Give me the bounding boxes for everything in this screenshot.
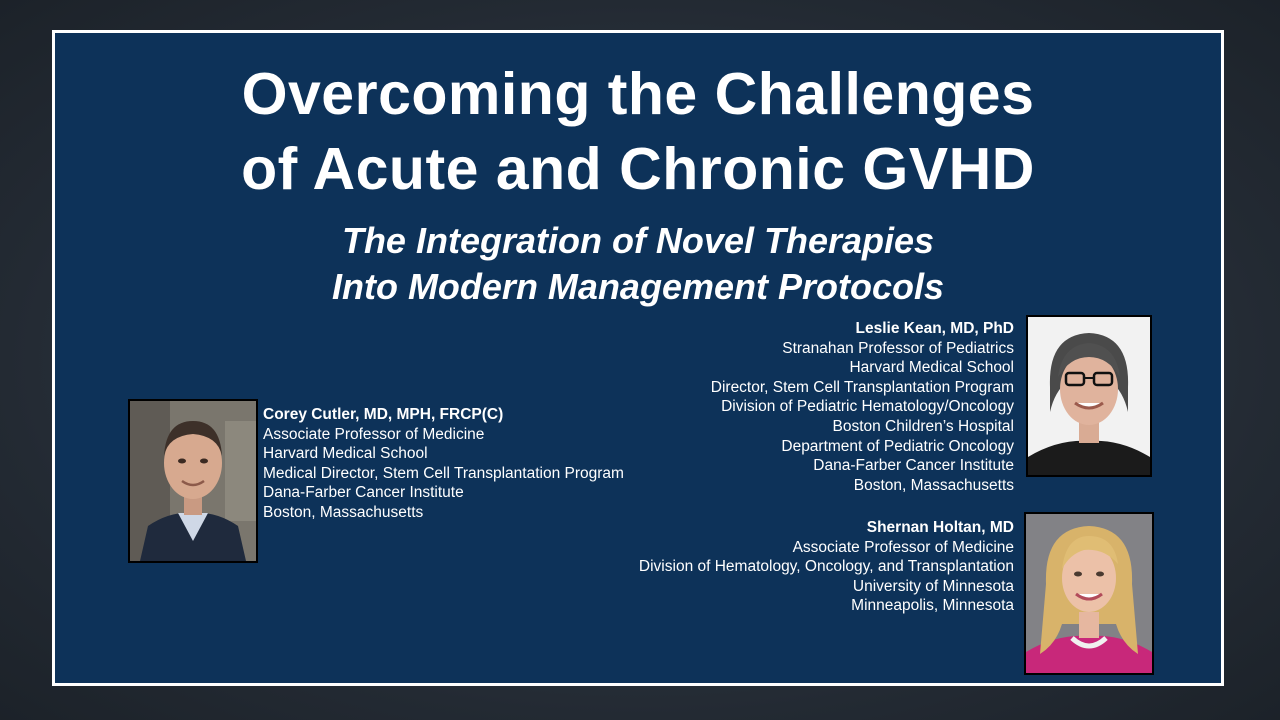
portrait-woman-glasses-icon — [1028, 317, 1150, 475]
speaker-affiliation-line: Associate Professor of Medicine — [792, 538, 1014, 556]
speaker-name: Shernan Holtan, MD — [866, 519, 1014, 536]
speaker-affiliation-line: Medical Director, Stem Cell Transplantation Program — [263, 464, 624, 482]
speaker-affiliation-line: Boston, Massachusetts — [853, 476, 1014, 494]
slide-subtitle — [55, 218, 1221, 310]
speaker-affiliation-line: Department of Pediatric Oncology — [781, 437, 1014, 455]
speaker-bio-kean — [711, 319, 1014, 495]
speaker-photo-kean — [1026, 315, 1152, 477]
slide-title — [55, 57, 1221, 207]
speaker-affiliation-line: Dana-Farber Cancer Institute — [263, 484, 464, 502]
speaker-name: Corey Cutler, MD, MPH, FRCP(C) — [263, 406, 504, 423]
speaker-affiliation-line: Division of Hematology, Oncology, and Transplantation — [638, 558, 1014, 576]
subtitle-line-1: The Integration of Novel Therapies — [341, 220, 935, 261]
speaker-affiliation-line: Harvard Medical School — [849, 359, 1014, 377]
speaker-affiliation-line: Boston Children’s Hospital — [832, 417, 1014, 435]
speaker-bio-holtan — [639, 518, 1014, 616]
title-line-2: of Acute and Chronic GVHD — [241, 136, 1035, 202]
speaker-name: Leslie Kean, MD, PhD — [855, 320, 1014, 337]
speaker-affiliation-line: Director, Stem Cell Transplantation Program — [710, 378, 1014, 396]
speaker-affiliation-line: Dana-Farber Cancer Institute — [813, 457, 1014, 475]
speaker-affiliation-line: Stranahan Professor of Pediatrics — [782, 339, 1014, 357]
presentation-slide — [52, 30, 1224, 686]
speaker-bio-cutler — [263, 405, 624, 523]
speaker-photo-cutler — [128, 399, 258, 563]
speaker-affiliation-line: Harvard Medical School — [263, 445, 428, 463]
speaker-affiliation-line: University of Minnesota — [852, 577, 1014, 595]
title-line-1: Overcoming the Challenges — [241, 61, 1035, 127]
speaker-affiliation-line: Associate Professor of Medicine — [263, 425, 485, 443]
speaker-affiliation-line: Minneapolis, Minnesota — [851, 597, 1014, 615]
speaker-affiliation-line: Division of Pediatric Hematology/Oncology — [721, 398, 1014, 416]
portrait-man-icon — [130, 401, 256, 561]
subtitle-line-2: Into Modern Management Protocols — [331, 266, 945, 307]
speaker-affiliation-line: Boston, Massachusetts — [263, 503, 424, 521]
portrait-woman-blonde-icon — [1026, 514, 1152, 673]
speaker-photo-holtan — [1024, 512, 1154, 675]
